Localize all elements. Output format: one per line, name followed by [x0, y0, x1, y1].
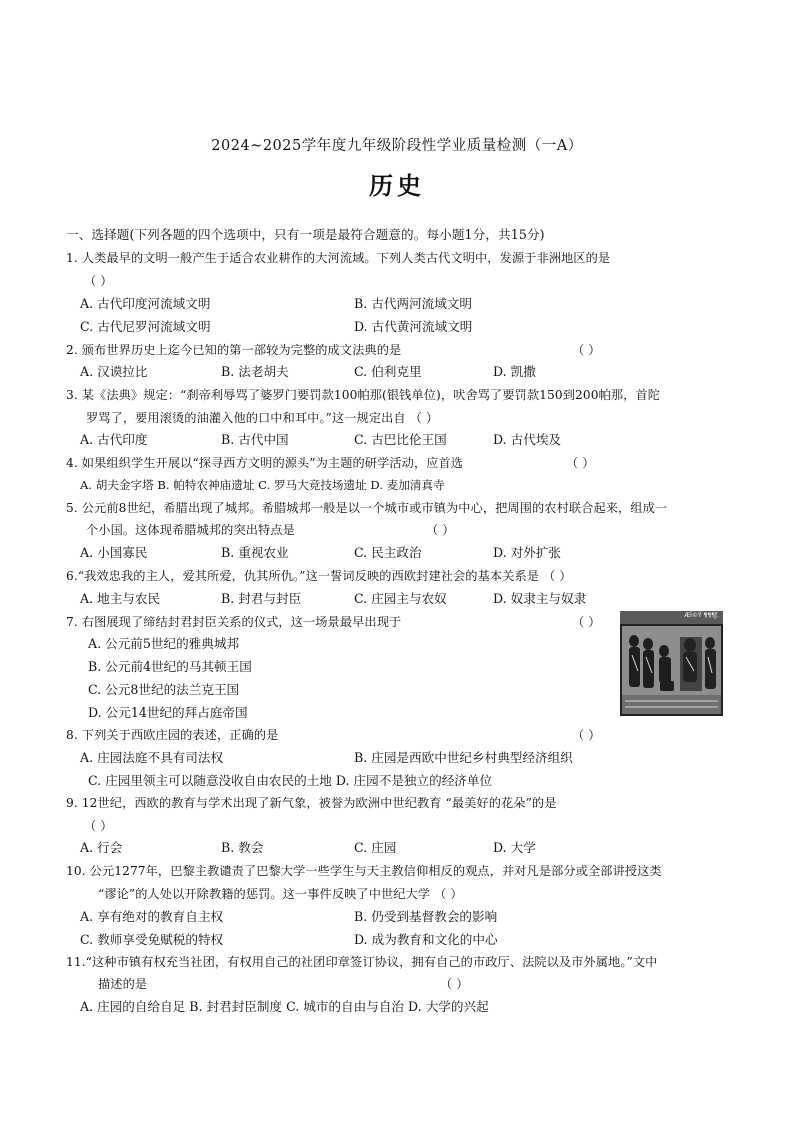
question-10-option-d: D. 成为教育和文化的中心	[354, 932, 498, 947]
question-1-option-c: C. 古代尼罗河流域文明	[80, 319, 211, 334]
question-3-option-d: D. 古代埃及	[493, 432, 562, 447]
question-6-text: 6.“我效忠我的主人，爱其所爱，仇其所仇。”这一誓词反映的西欧封建社会的基本关系是 （ ）	[66, 569, 572, 583]
section-heading: 一、选择题(下列各题的四个选项中，只有一项是最符合题意的。每小题1分，共15分)	[66, 227, 545, 242]
question-10-option-b: B. 仍受到基督教会的影响	[354, 909, 498, 924]
question-8-paren: （ ）	[572, 728, 601, 742]
question-3-option-c: C. 古巴比伦王国	[354, 432, 447, 447]
question-2-paren: （ ）	[572, 343, 601, 357]
question-10-text-cont: “谬论”的人处以开除教籍的惩罚。这一事件反映了中世纪大学 （ ）	[98, 887, 463, 901]
question-7-option-d: D. 公元14世纪的拜占庭帝国	[88, 705, 248, 720]
question-5-option-b: B. 重视农业	[221, 545, 289, 560]
question-4-text: 4. 如果组织学生开展以“探寻西方文明的源头”为主题的研学活动，应首选	[66, 456, 464, 470]
question-5-option-d: D. 对外扩张	[493, 545, 562, 560]
question-11-options: A. 庄园的自给自足 B. 封君封臣制度 C. 城市的自由与自治 D. 大学的兴起	[80, 999, 489, 1014]
question-11-paren: （ ）	[440, 977, 469, 991]
question-3-option-b: B. 古代中国	[221, 432, 289, 447]
question-10-option-a: A. 享有绝对的教育自主权	[80, 909, 224, 924]
question-9-option-b: B. 教会	[221, 840, 264, 855]
question-11-text: 11.“这种市镇有权充当社团，有权用自己的社团印章签订协议，拥有自己的市政厅、法院以及市外属地。”文中	[66, 955, 658, 969]
question-2-option-b: B. 法老胡夫	[221, 364, 289, 379]
question-1-option-d: D. 古代黄河流域文明	[354, 319, 473, 334]
question-5-option-c: C. 民主政治	[354, 545, 422, 560]
question-11-text-cont: 描述的是	[98, 977, 148, 991]
question-7-option-c: C. 公元8世纪的法兰克王国	[88, 682, 240, 697]
question-1-option-b: B. 古代两河流域文明	[354, 296, 473, 311]
question-10-text: 10. 公元1277年，巴黎主教谴责了巴黎大学一些学生与天主教信仰相反的观点，并对凡是部分或全部讲授这类	[66, 864, 662, 878]
question-1-text: 1. 人类最早的文明一般产生于适合农业耕作的大河流域。下列人类古代文明中，发源于非洲地区的是	[66, 251, 611, 265]
question-7-text: 7. 右图展现了缔结封君封臣关系的仪式，这一场景最早出现于	[66, 615, 402, 629]
question-7-option-b: B. 公元前4世纪的马其顿王国	[88, 659, 252, 674]
question-4-paren: （ ）	[566, 456, 595, 470]
homage-ceremony-image	[620, 611, 723, 716]
question-9-option-a: A. 行会	[80, 840, 123, 855]
question-5-text-cont: 个小国。这体现希腊城邦的突出特点是	[86, 523, 295, 537]
question-6-option-c: C. 庄园主与农奴	[354, 591, 447, 606]
question-8-option-cd: C. 庄园里领主可以随意没收自由农民的土地 D. 庄园不是独立的经济单位	[88, 773, 493, 788]
question-5-text: 5. 公元前8世纪，希腊出现了城邦。希腊城邦一般是以一个城市或市镇为中心，把周围的农村联合起来，组成一	[66, 501, 668, 515]
figure-caption: ÆÎ©Ÿ ¶¶¶ƒ.	[684, 612, 719, 619]
question-5-paren: （ ）	[426, 523, 455, 537]
question-8-option-b: B. 庄园是西欧中世纪乡村典型经济组织	[354, 750, 573, 765]
question-6-option-b: B. 封君与封臣	[221, 591, 302, 606]
question-1-option-a: A. 古代印度河流域文明	[80, 296, 211, 311]
question-8-text: 8. 下列关于西欧庄园的表述，正确的是	[66, 728, 279, 742]
question-3-text-cont: 罗骂了，要用滚烫的油灌入他的口中和耳中。”这一规定出自 （ ）	[86, 411, 439, 425]
question-9-text: 9. 12世纪，西欧的教育与学术出现了新气象，被誉为欧洲中世纪教育 “最美好的花朵”的是	[66, 796, 557, 810]
question-4-options: A. 胡夫金字塔 B. 帕特农神庙遗址 C. 罗马大竞技场遗址 D. 麦加清真寺	[80, 478, 445, 492]
homage-ceremony-illustration	[620, 611, 723, 716]
question-6-option-a: A. 地主与农民	[80, 591, 161, 606]
question-3-text: 3. 某《法典》规定：“刹帝利辱骂了婆罗门要罚款100帕那(银钱单位)，吠舍骂了要罚款150到200帕那，首陀	[66, 388, 661, 402]
question-8-option-a: A. 庄园法庭不具有司法权	[80, 750, 224, 765]
question-9-option-d: D. 大学	[493, 840, 536, 855]
question-6-option-d: D. 奴隶主与奴隶	[493, 591, 587, 606]
question-7-option-a: A. 公元前5世纪的雅典城邦	[88, 636, 240, 651]
question-3-option-a: A. 古代印度	[80, 432, 148, 447]
question-10-option-c: C. 教师享受免赋税的特权	[80, 932, 224, 947]
subject-title: 历史	[369, 171, 425, 200]
question-9-paren: （ ）	[84, 819, 113, 833]
question-7-paren: （ ）	[572, 615, 601, 629]
question-2-option-d: D. 凯撒	[493, 364, 536, 379]
question-2-option-c: C. 伯利克里	[354, 364, 422, 379]
question-5-option-a: A. 小国寡民	[80, 545, 148, 560]
exam-title: 2024~2025学年度九年级阶段性学业质量检测（一A）	[211, 138, 583, 154]
question-2-option-a: A. 汉谟拉比	[80, 364, 148, 379]
question-1-paren: （ ）	[84, 274, 113, 288]
question-2-text: 2. 颁布世界历史上迄今已知的第一部较为完整的成文法典的是	[66, 343, 402, 357]
question-9-option-c: C. 庄园	[354, 840, 397, 855]
